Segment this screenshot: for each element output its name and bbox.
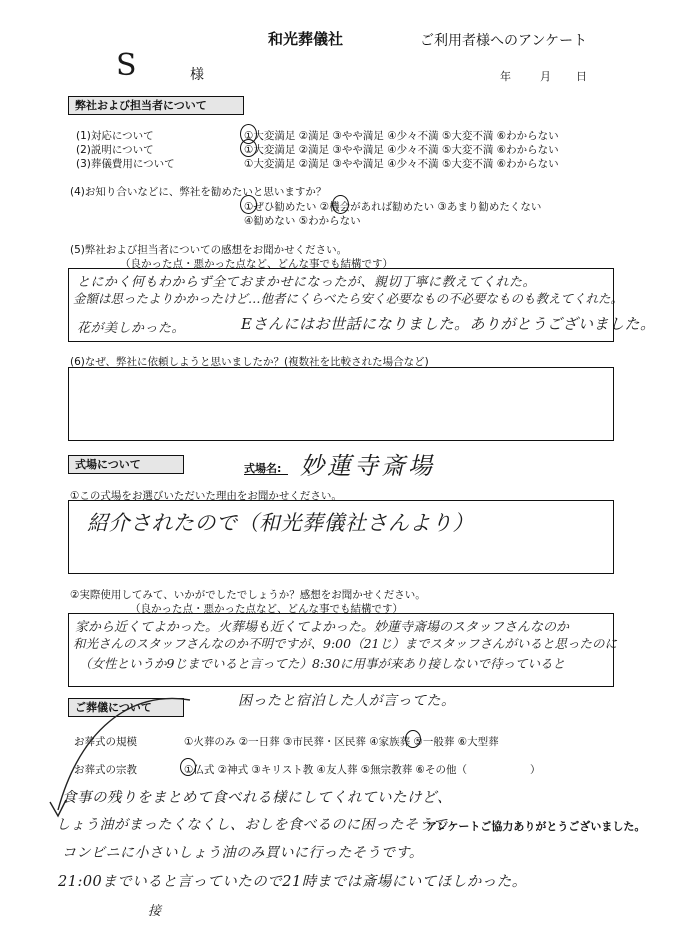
selection-circle — [240, 195, 257, 214]
q6-label: (6)なぜ、弊社に依頼しようと思いましたか？(複数社を比較された場合など) — [70, 356, 429, 368]
q5-answer-line: 花が美しかった。 — [77, 321, 186, 336]
scale-options[interactable]: ①火葬のみ ②一日葬 ③市民葬・区民葬 ④家族葬 ⑤一般葬 ⑥大型葬 — [184, 736, 499, 748]
scale-label: お葬式の規模 — [74, 736, 137, 748]
venue-label: 式場名: — [244, 462, 282, 475]
q6-answer-box[interactable] — [68, 367, 614, 441]
venue-q2-sublabel: （良かった点・悪かった点など、どんな事でも結構です） — [130, 603, 403, 615]
q5-answer-line: 金額は思ったよりかかったけど…他者にくらべたら安く必要なもの不必要なものも教えてくれた。 — [73, 291, 624, 306]
religion-label: お葬式の宗教 — [74, 764, 137, 776]
date-year-label: 年 — [500, 70, 511, 83]
venue-q2-label: ②実際使用してみて、いかがでしたでしょうか？感想をお聞かせください。 — [70, 589, 426, 601]
freeform-note-line: 食事の残りをまとめて食べれる様にしてくれていたけど、 — [62, 790, 452, 806]
venue-underline — [244, 474, 288, 475]
venue-q2-answer-line: 和光さんのスタッフさんなのか不明ですが、9:00（21じ）までスタッフさんがいると思ったのに — [73, 636, 617, 651]
date-day-label: 日 — [576, 70, 587, 83]
venue-q2-answer-line: 困ったと宿泊した人が言ってた。 — [238, 693, 456, 709]
q4-options-line1[interactable]: ①ぜひ勧めたい ②機会があれば勧めたい ③あまり勧めたくない — [244, 201, 542, 213]
venue-q1-label: ①この式場をお選びいただいた理由をお聞かせください。 — [70, 490, 342, 502]
religion-options[interactable]: ①仏式 ②神式 ③キリスト教 ④友人葬 ⑤無宗教葬 ⑥その他（ ） — [184, 764, 541, 776]
venue-name[interactable]: 妙蓮寺斎場 — [300, 452, 435, 480]
selection-circle — [405, 730, 421, 748]
q3-label: (3)葬儀費用について — [76, 158, 175, 170]
q5-answer-line: とにかく何もわからず全ておまかせになったが、親切丁寧に教えてくれた。 — [77, 275, 537, 290]
section-staff-heading: 弊社および担当者について — [68, 96, 244, 115]
section-venue-heading: 式場について — [68, 455, 184, 474]
arrow-icon — [40, 690, 240, 830]
q5-answer-line: Eさんにはお世話になりました。ありがとうございました。 — [241, 315, 656, 333]
survey-title: ご利用者様へのアンケート — [420, 33, 588, 49]
venue-q2-answer-box[interactable] — [68, 613, 617, 687]
date-month-label: 月 — [540, 70, 551, 83]
freeform-note-line: コンビニに小さいしょう油のみ買いに行ったそうです。 — [62, 845, 424, 861]
q2-options[interactable]: ①大変満足 ②満足 ③やや満足 ④少々不満 ⑤大変不満 ⑥わからない — [244, 144, 559, 156]
q1-label: (1)対応について — [76, 130, 154, 142]
customer-name: S — [116, 48, 138, 83]
q5-answer-box[interactable] — [68, 268, 656, 342]
thanks-message: アンケートご協力ありがとうございました。 — [426, 820, 646, 833]
q4-options-line2[interactable]: ④勧めない ⑤わからない — [244, 215, 361, 227]
freeform-note-line: 21:00までいると言っていたので21時までは斎場にいてほしかった。 — [58, 874, 527, 890]
q3-options[interactable]: ①大変満足 ②満足 ③やや満足 ④少々不満 ⑤大変不満 ⑥わからない — [244, 158, 559, 170]
venue-q2-answer-line: 家から近くてよかった。火葬場も近くてよかった。妙蓮寺斎場のスタッフさんなのか — [75, 620, 570, 635]
selection-circle — [332, 195, 349, 214]
freeform-annotation: 接 — [148, 904, 162, 919]
venue-q2-answer-line: （女性というか9じまでいると言ってた）8:30に用事が来あり接しないで待っていると — [79, 656, 566, 671]
company-name: 和光葬儀社 — [268, 30, 344, 48]
q4-label: (4)お知り合いなどに、弊社を勧めたいと思いますか？ — [70, 186, 327, 198]
q5-sublabel: （良かった点・悪かった点など、どんな事でも結構です） — [120, 258, 393, 270]
honorific: 様 — [190, 67, 204, 83]
q5-label: (5)弊社および担当者についての感想をお聞かせください。 — [70, 244, 348, 256]
q1-options[interactable]: ①大変満足 ②満足 ③やや満足 ④少々不満 ⑤大変不満 ⑥わからない — [244, 130, 559, 142]
selection-circle — [240, 139, 257, 157]
section-funeral-heading: ご葬儀について — [68, 698, 184, 717]
venue-q1-answer-box[interactable] — [68, 500, 614, 574]
freeform-note-line: しょう油がまったくなくし、おしを食べるのに困ったそうで — [56, 817, 448, 833]
q2-label: (2)説明について — [76, 144, 154, 156]
venue-q1-answer: 紹介されたので（和光葬儀社さんより） — [87, 511, 474, 535]
